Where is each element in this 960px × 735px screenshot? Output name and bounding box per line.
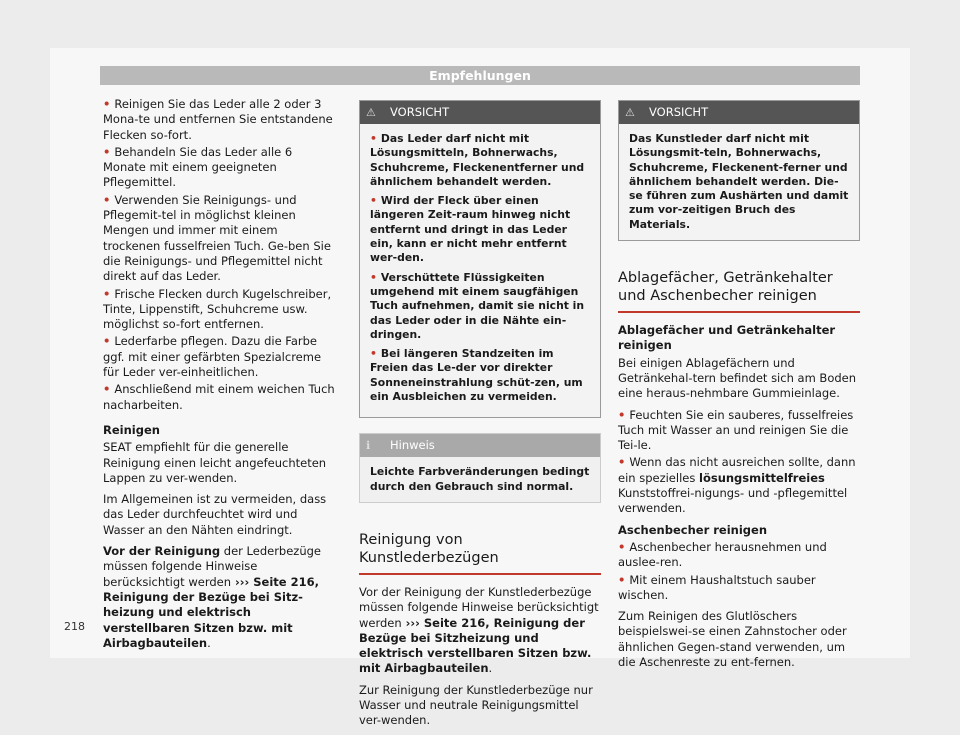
column-2	[359, 100, 601, 735]
caution-box	[359, 100, 601, 418]
column-3	[618, 100, 860, 676]
bullet-icon: •	[370, 270, 377, 284]
warning-icon: ⚠	[366, 106, 376, 119]
bullet-icon: •	[103, 144, 111, 159]
paragraph: Zum Reinigen des Glutlöschers beispielswei-se einen Zahnstocher oder ähnlichen Gegen-stand verwenden, um die Aschenreste zu ent-fernen.	[618, 609, 847, 670]
bullet-icon: •	[103, 334, 111, 349]
note-box	[359, 433, 601, 503]
list-item: • Wenn das nicht ausreichen sollte, dann ein spezielles lösungsmittelfreies Kunststoffrei-nigungs- und -pflegemittel verwenden.	[618, 455, 856, 516]
caution-box-body	[360, 124, 600, 417]
paragraph: SEAT empfiehlt für die generelle Reinigung einen leicht angefeuchteten Lappen zu ver-wenden.	[103, 440, 327, 485]
cross-reference-link[interactable]: ››› Seite 216, Reinigung der Bezüge bei Sitzheizung und elektrisch verstellbaren Sitzen bzw. mit Airbagbauteilen	[359, 615, 592, 676]
list-item: • Behandeln Sie das Leder alle 6 Monate mit einem geeigneten Pflegemittel.	[103, 144, 293, 190]
list-item: • Lederfarbe pflegen. Dazu die Farbe ggf. mit einer gefärbten Spezialcreme für Leder ver-einheitlichen.	[103, 334, 322, 380]
paragraph: Im Allgemeinen ist zu vermeiden, dass das Leder durchfeuchtet wird und Wasser an den Nähten eindringt.	[103, 492, 327, 537]
note-box-body: Leichte Farbveränderungen bedingt durch den Gebrauch sind normal.	[370, 465, 590, 493]
section-header: Empfehlungen	[100, 66, 860, 85]
list-item: • Verschüttete Flüssigkeiten umgehend mit einem saugfähigen Tuch aufnehmen, damit sie nicht in das Leder oder in die Nähte ein-dringen.	[370, 270, 585, 341]
subheading: Ablagefächer und Getränkehalter reinigen	[618, 323, 836, 353]
caution-box-title: ⚠ VORSICHT	[360, 101, 600, 124]
bullet-icon: •	[370, 347, 377, 361]
bullet-icon: •	[370, 132, 377, 145]
caution-box-body: Das Kunstleder darf nicht mit Lösungsmit-teln, Bohnerwachs, Schuhcreme, Fleckenent-ferner und ähnlichem behandelt werden. Die-se führen zum Aushärten und damit zum vor-zeitigen Bruch des Materials.	[629, 132, 849, 231]
bullet-icon: •	[618, 407, 626, 422]
list-item: • Feuchten Sie ein sauberes, fusselfreies Tuch mit Wasser an und reinigen Sie die Tei-le.	[618, 407, 854, 453]
bullet-icon: •	[618, 455, 626, 470]
bullet-icon: •	[103, 286, 111, 301]
list-item: • Verwenden Sie Reinigungs- und Pflegemit-tel in möglichst kleinen Mengen und immer mit einem trockenen fusselfreien Tuch. Ge-ben Sie die Reinigungs- und Pflegemittel nicht direkt auf das Leder.	[103, 192, 331, 284]
paragraph: Vor der Reinigung der Lederbezüge müssen folgende Hinweise berücksichtigt werden ››› Seite 216, Reinigung der Bezüge bei Sitz-heizung und elektrisch verstellbaren Sitzen bzw. mit Airbagbauteilen.	[103, 544, 321, 650]
list-item: • Wird der Fleck über einen längeren Zeit-raum hinweg nicht entfernt und dringt in das Leder ein, kann er nicht mehr entfernt wer-den.	[370, 194, 571, 265]
paragraph: Vor der Reinigung der Kunstlederbezüge müssen folgende Hinweise berücksichtigt werden ››› Seite 216, Reinigung der Bezüge bei Sitzheizung und elektrisch verstellbaren Sitzen bzw. mit Airbagbauteilen.	[359, 584, 599, 676]
bullet-icon: •	[103, 192, 111, 207]
section-title-ablage: Ablagefächer, Getränkehalter und Aschenbecher reinigen	[618, 269, 860, 313]
heading-reinigen: Reinigen	[103, 422, 160, 437]
column-1	[103, 97, 335, 657]
bullet-icon: •	[103, 97, 111, 111]
paragraph: Zur Reinigung der Kunstlederbezüge nur Wasser und neutrale Reinigungsmittel ver-wenden.	[359, 682, 593, 728]
note-box-title: ℹ Hinweis	[360, 434, 600, 457]
list-item: • Aschenbecher herausnehmen und auslee-ren.	[618, 539, 827, 570]
info-icon: ℹ	[366, 439, 371, 453]
warning-icon: ⚠	[625, 106, 635, 119]
list-item: • Anschließend mit einem weichen Tuch nacharbeiten.	[103, 382, 335, 412]
list-item: • Reinigen Sie das Leder alle 2 oder 3 Mona-te und entfernen Sie entstandene Flecken so-fort.	[103, 97, 333, 142]
caution-box	[618, 100, 860, 241]
list-item: • Mit einem Haushaltstuch sauber wischen.	[618, 572, 816, 602]
list-item: • Das Leder darf nicht mit Lösungsmitteln, Bohnerwachs, Schuhcreme, Fleckenentferner und ähnlichem behandelt werden.	[370, 132, 585, 188]
paragraph: Bei einigen Ablagefächern und Getränkehal-tern befindet sich am Boden eine heraus-nehmbare Gummieinlage.	[618, 355, 857, 401]
page-number: 218	[64, 620, 85, 633]
section-title-kunstleder: Reinigung von Kunstlederbezügen	[359, 531, 601, 575]
list-item: • Frische Flecken durch Kugelschreiber, Tinte, Lippenstift, Schuhcreme usw. möglichst so-fort entfernen.	[103, 286, 332, 332]
caution-box-title: ⚠ VORSICHT	[619, 101, 859, 124]
subheading: Aschenbecher reinigen	[618, 522, 768, 537]
bullet-icon: •	[618, 572, 626, 587]
list-item: • Bei längeren Standzeiten im Freien das Le-der vor direkter Sonneneinstrahlung schüt-zen, um ein Ausbleichen zu vermeiden.	[370, 347, 583, 404]
bullet-icon: •	[103, 382, 111, 397]
bullet-icon: •	[370, 194, 377, 208]
cross-reference-link[interactable]: ››› Seite 216, Reinigung der Bezüge bei Sitz-heizung und elektrisch verstellbaren Sitzen bzw. mit Airbagbauteilen	[103, 574, 319, 650]
bullet-icon: •	[618, 539, 626, 554]
